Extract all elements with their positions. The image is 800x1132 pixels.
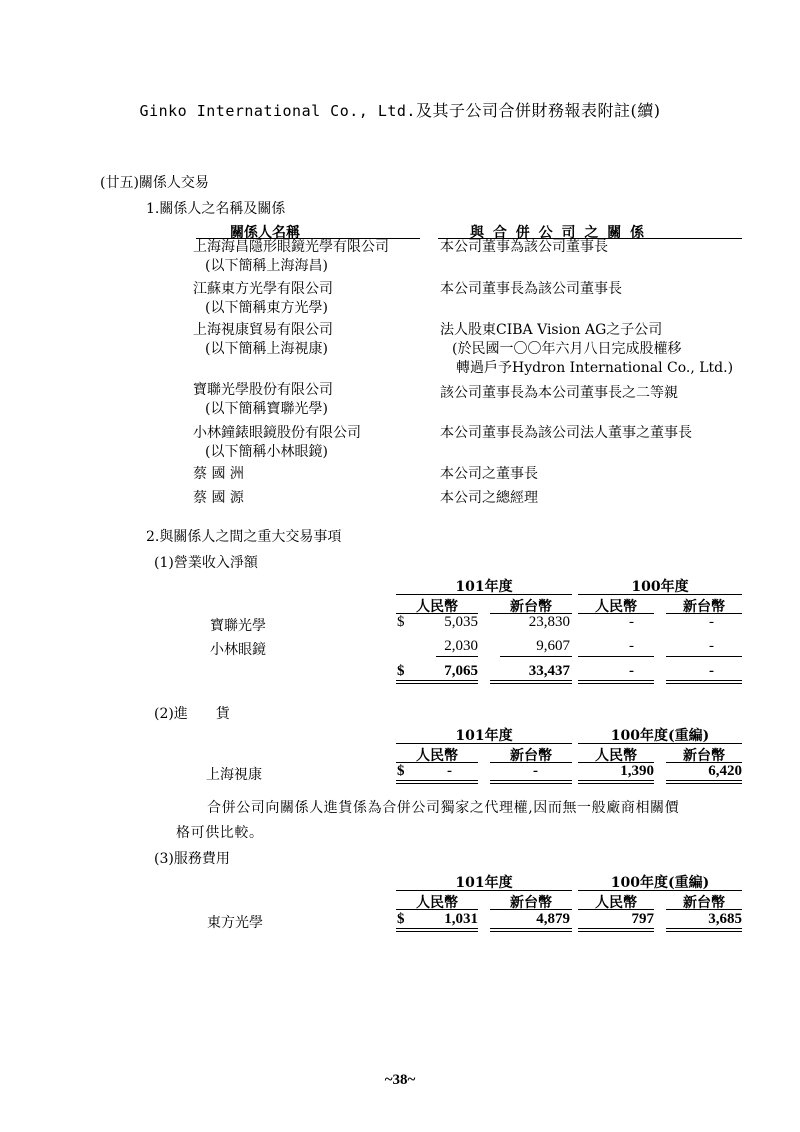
col-header-ntd: 新台幣 [510, 748, 552, 764]
header-underline [578, 594, 742, 595]
table-cell: 3,685 [708, 911, 742, 927]
dollar-sign: $ [397, 663, 405, 679]
header-underline [578, 743, 742, 744]
table-cell: 1,390 [620, 763, 654, 779]
total-double-line [666, 780, 742, 784]
col-header-ntd: 新台幣 [683, 748, 725, 764]
subtotal-line [666, 656, 742, 657]
header-underline [396, 890, 572, 891]
year-header: 101年度 [455, 728, 513, 744]
year-header: 100年度(重編) [610, 728, 710, 744]
col-header-ntd: 新台幣 [683, 599, 725, 615]
party-name: 蔡 國 源 [193, 490, 244, 506]
row-label: 寶聯光學 [210, 618, 266, 634]
row-label: 上海視康 [206, 767, 262, 783]
sales-heading: (1)營業收入淨額 [154, 555, 258, 571]
purchases-note: 合併公司向關係人進貨係為合併公司獨家之代理權,因而無一般廠商相關價 [207, 800, 680, 816]
year-header: 101年度 [455, 875, 513, 891]
services-heading: (3)服務費用 [154, 851, 230, 867]
party-alias: (以下簡稱東方光學) [205, 300, 328, 316]
total-double-line [578, 680, 654, 684]
total-cell: 7,065 [444, 663, 478, 679]
party-relation: 本公司董事長為該公司董事長 [440, 281, 622, 297]
header-underline [396, 909, 478, 910]
total-double-line [396, 928, 478, 932]
total-double-line [490, 680, 572, 684]
party-relation: 該公司董事長為本公司董事長之二等親 [440, 385, 678, 401]
table-cell: - [709, 638, 714, 654]
row-label: 小林眼鏡 [210, 642, 266, 658]
related-party-row [193, 280, 333, 318]
party-name: 寶聯光學股份有限公司 [193, 382, 333, 398]
sub-heading-transactions: 2.與關係人之間之重大交易事項 [146, 529, 342, 545]
subtotal-line [436, 656, 478, 657]
company-name-en: Ginko International Co., Ltd. [139, 102, 416, 120]
table-cell: 2,030 [444, 638, 478, 654]
sub-heading-related-parties: 1.關係人之名稱及關係 [146, 201, 286, 217]
year-header: 100年度(重編) [610, 875, 710, 891]
table-cell: 5,035 [444, 614, 478, 630]
party-relation: 本公司之董事長 [440, 466, 538, 482]
col-header-ntd: 新台幣 [510, 599, 552, 615]
year-header: 101年度 [455, 579, 513, 595]
page-number: ~38~ [384, 1072, 416, 1088]
total-double-line [490, 780, 572, 784]
total-double-line [490, 928, 572, 932]
header-underline [578, 909, 654, 910]
party-name: 小林鐘錶眼鏡股份有限公司 [193, 425, 361, 441]
total-cell: - [629, 663, 634, 679]
party-relation [440, 321, 733, 378]
party-relation: 本公司之總經理 [440, 490, 538, 506]
table-cell: - [629, 614, 634, 630]
purchases-heading: (2)進 貨 [154, 706, 230, 722]
page-title [0, 98, 800, 121]
section-heading: (廿五)關係人交易 [100, 175, 209, 191]
year-header: 100年度 [631, 579, 689, 595]
party-relation: 本公司董事長為該公司法人董事之董事長 [440, 425, 692, 441]
party-alias: (以下簡稱寶聯光學) [205, 401, 328, 417]
party-alias: (以下簡稱小林眼鏡) [205, 444, 328, 460]
title-cn: 及其子公司合併財務報表附註(續) [415, 101, 661, 120]
relation-line: (於民國一〇〇年六月八日完成股權移 [452, 341, 682, 357]
col-header-rmb: 人民幣 [595, 599, 637, 615]
table-cell: - [447, 763, 452, 779]
col-header-rmb: 人民幣 [595, 895, 637, 911]
table-cell: 9,607 [536, 638, 570, 654]
related-party-row [193, 424, 361, 462]
party-alias: (以下簡稱上海視康) [205, 341, 328, 357]
header-underline [396, 594, 572, 595]
table-cell: 1,031 [444, 911, 478, 927]
table-cell: - [709, 614, 714, 630]
related-party-name-header: 關係人名稱 [230, 225, 300, 241]
col-header-rmb: 人民幣 [416, 895, 458, 911]
total-double-line [666, 928, 742, 932]
col-header-rmb: 人民幣 [595, 748, 637, 764]
dollar-sign: $ [397, 763, 405, 779]
header-underline [666, 909, 742, 910]
dollar-sign: $ [397, 911, 405, 927]
party-name: 江蘇東方光學有限公司 [193, 281, 333, 297]
table-cell: - [629, 638, 634, 654]
table-cell: 6,420 [708, 763, 742, 779]
relation-line: 法人股東CIBA Vision AG之子公司 [440, 322, 663, 338]
header-underline [490, 909, 572, 910]
total-double-line [578, 928, 654, 932]
total-double-line [578, 780, 654, 784]
subtotal-line [500, 656, 572, 657]
purchases-note: 格可供比較。 [176, 825, 264, 841]
related-party-row [193, 321, 333, 359]
col-header-ntd: 新台幣 [683, 895, 725, 911]
table-cell: - [533, 763, 538, 779]
party-relation: 本公司董事為該公司董事長 [440, 239, 608, 255]
total-cell: 33,437 [528, 663, 570, 679]
party-name: 蔡 國 洲 [193, 466, 244, 482]
party-name: 上海海昌隱形眼鏡光學有限公司 [193, 239, 389, 255]
related-party-row [193, 381, 333, 419]
header-underline [578, 890, 742, 891]
party-alias: (以下簡稱上海海昌) [205, 258, 328, 274]
total-double-line [666, 680, 742, 684]
col-header-rmb: 人民幣 [416, 748, 458, 764]
row-label: 東方光學 [207, 915, 263, 931]
table-cell: 797 [631, 911, 654, 927]
dollar-sign: $ [397, 614, 405, 630]
related-party-row [193, 238, 389, 276]
total-cell: - [709, 663, 714, 679]
relation-line: 轉過戶予Hydron International Co., Ltd.) [456, 360, 734, 376]
relation-header: 與 合 併 公 司 之 關 係 [470, 225, 647, 241]
header-underline [396, 743, 572, 744]
col-header-rmb: 人民幣 [416, 599, 458, 615]
table-cell: 23,830 [528, 614, 570, 630]
subtotal-line [578, 656, 654, 657]
table-cell: 4,879 [536, 911, 570, 927]
total-double-line [396, 680, 478, 684]
party-name: 上海視康貿易有限公司 [193, 322, 333, 338]
col-header-ntd: 新台幣 [510, 895, 552, 911]
total-double-line [396, 780, 478, 784]
